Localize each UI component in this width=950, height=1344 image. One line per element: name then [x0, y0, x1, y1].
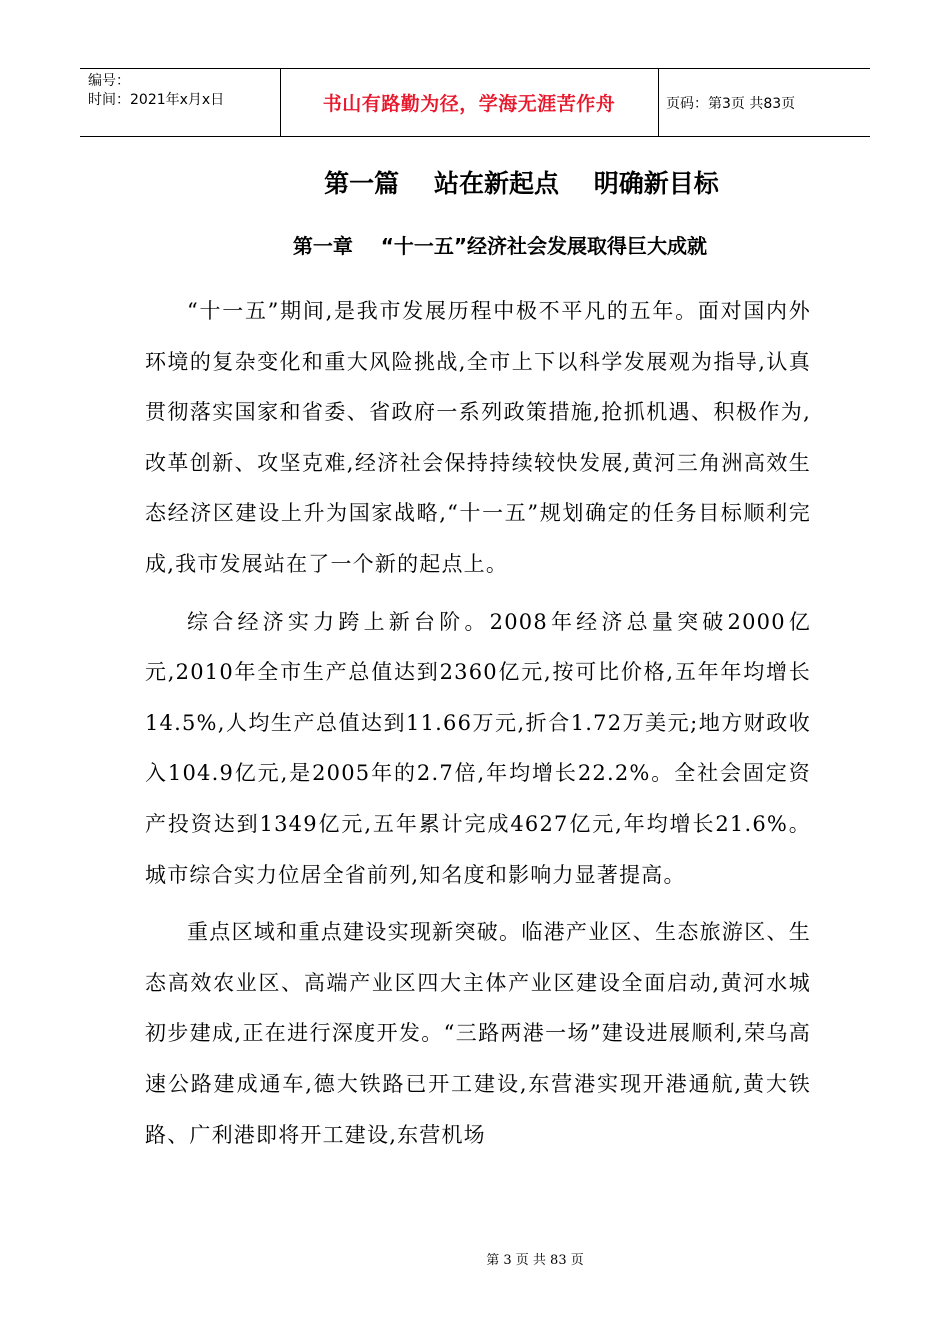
header-info-cell: [80, 69, 281, 136]
paragraph-construction: 重点区域和重点建设实现新突破。临港产业区、生态旅游区、生态高效农业区、高端产业区四大主体产业区建设全面启动,黄河水城初步建成,正在进行深度开发。“三路两港一场”建设进展顺利,荣乌高速公路建成通车,德大铁路已开工建设,东营港实现开港通航,黄大铁路、广利港即将开工建设,东营机场: [145, 920, 811, 1147]
header-page-cell: [658, 69, 870, 136]
document-date: 时间：2021年x月x日: [88, 92, 225, 108]
page-header: [80, 68, 870, 137]
header-page-code: 页码：第3页 共83页: [666, 95, 796, 112]
page-footer: 第 3 页 共 83 页: [486, 1253, 584, 1268]
part-title: 第一篇 站在新起点 明确新目标: [324, 169, 719, 198]
paragraph-intro: “十一五”期间,是我市发展历程中极不平凡的五年。面对国内外环境的复杂变化和重大风险挑战,全市上下以科学发展观为指导,认真贯彻落实国家和省委、省政府一系列政策措施,抢抓机遇、积极作为,改革创新、攻坚克难,经济社会保持持续较快发展,黄河三角洲高效生态经济区建设上升为国家战略,“十一五”规划确定的任务目标顺利完成,我市发展站在了一个新的起点上。: [145, 299, 811, 576]
header-motto: 书山有路勤为径，学海无涯苦作舟: [322, 93, 616, 115]
header-motto-cell: [280, 69, 659, 136]
chapter-title: 第一章 “十一五”经济社会发展取得巨大成就: [292, 234, 708, 258]
document-body: [145, 286, 811, 1167]
paragraph-economy: 综合经济实力跨上新台阶。2008年经济总量突破2000亿元,2010年全市生产总值达到2360亿元,按可比价格,五年年均增长14.5%,人均生产总值达到11.66万元,折合1.72万美元;地方财政收入104.9亿元,是2005年的2.7倍,年均增长22.2%。全社会固定资产投资达到1349亿元,五年累计完成4627亿元,年均增长21.6%。城市综合实力位居全省前列,知名度和影响力显著提高。: [145, 609, 811, 887]
document-number: 编号：: [88, 73, 130, 89]
